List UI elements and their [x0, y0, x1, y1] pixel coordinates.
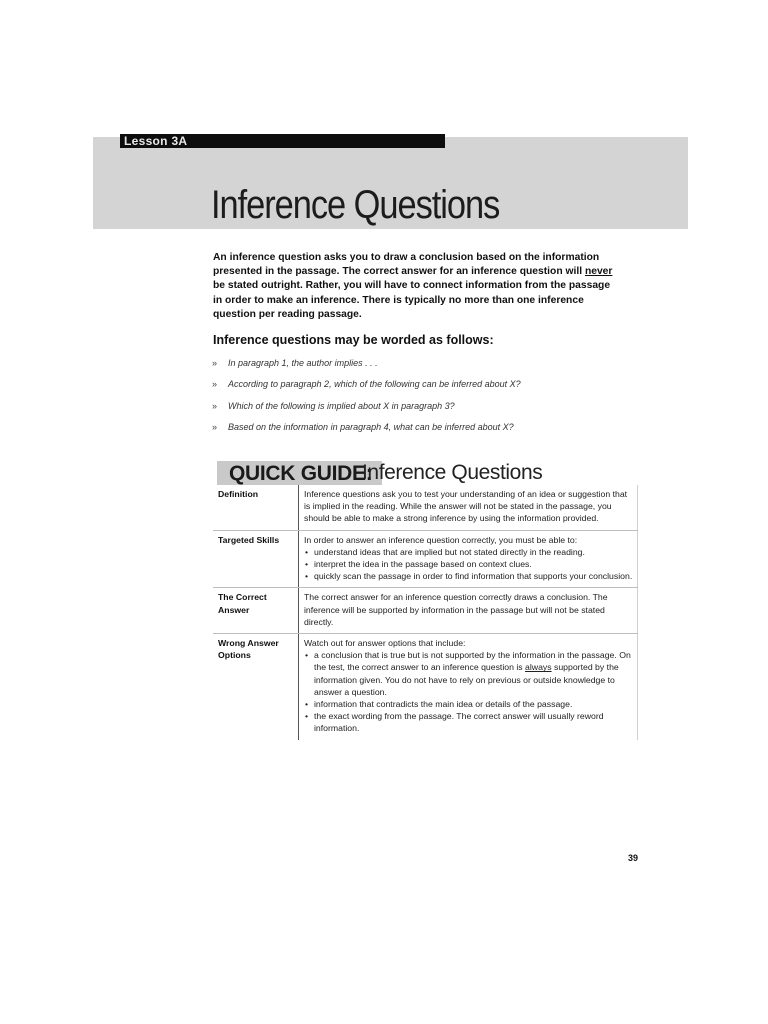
quick-guide-table — [213, 485, 638, 740]
example-item — [212, 400, 521, 421]
example-text: Based on the information in paragraph 4, what can be inferred about X? — [228, 421, 514, 432]
guide-bullet: • the exact wording from the passage. The correct answer will usually reword information. — [304, 710, 633, 734]
guide-term: Targeted Skills — [213, 530, 299, 588]
example-item — [212, 421, 521, 442]
chevron-bullet-icon: » — [212, 358, 218, 368]
wording-heading: Inference questions may be worded as follows: — [213, 333, 494, 347]
guide-lead-text: In order to answer an inference question correctly, you must be able to: — [304, 534, 578, 545]
guide-description: Inference questions ask you to test your understanding of an idea or suggestion that is implied in the reading. While the answer will not be stated in the passage, you should be able to make a strong inference by using the information provided. — [299, 485, 638, 530]
guide-bullet: • information that contradicts the main idea or details of the passage. — [304, 698, 633, 710]
intro-emphasis-never: never — [584, 266, 613, 278]
guide-description: The correct answer for an inference question correctly draws a conclusion. The inference will be supported by information in the passage but will not be stated directly. — [299, 588, 638, 634]
guide-row-correct-answer — [213, 588, 638, 634]
guide-term: Definition — [213, 485, 299, 530]
guide-description — [299, 530, 638, 588]
guide-term: The Correct Answer — [213, 588, 299, 634]
page-number: 39 — [628, 853, 639, 863]
quick-guide-badge: QUICK GUIDE: — [217, 461, 382, 485]
guide-bullet: • understand ideas that are implied but not stated directly in the reading. — [304, 546, 633, 558]
guide-lead-text: Watch out for answer options that include: — [304, 638, 466, 649]
guide-bullet-list — [304, 546, 633, 583]
example-text: Which of the following is implied about X in paragraph 3? — [228, 400, 455, 411]
guide-bullet: • quickly scan the passage in order to find information that supports your conclusion. — [304, 570, 633, 582]
guide-row-wrong-answer-options — [213, 634, 638, 740]
guide-bullet-list — [304, 649, 633, 734]
page-title: Inference Questions — [211, 183, 500, 227]
example-text: In paragraph 1, the author implies . . . — [228, 358, 378, 368]
guide-bullet: • interpret the idea in the passage based on context clues. — [304, 558, 633, 570]
example-item — [212, 378, 521, 399]
guide-emphasis-always: always — [525, 662, 552, 673]
chevron-bullet-icon: » — [212, 400, 218, 411]
guide-bullet-text: a conclusion that is true but is not supported by the information in the passage. On the test, the correct answer to an inference question is — [314, 650, 631, 673]
intro-paragraph — [213, 251, 613, 322]
intro-text-1: An inference question asks you to draw a conclusion based on the information presented in the passage. The correct answer for an inference question will — [213, 252, 600, 278]
chevron-bullet-icon: » — [212, 379, 218, 390]
guide-bullet — [304, 649, 633, 698]
lesson-label: Lesson 3A — [124, 134, 188, 148]
guide-row-targeted-skills — [213, 530, 638, 588]
quick-guide-title: Inference Questions — [362, 461, 543, 484]
guide-bullet-text: supported by the information given. You do not have to rely on previous or outside knowledge to answer a question. — [314, 662, 619, 697]
example-list — [212, 357, 521, 442]
guide-term: Wrong Answer Options — [213, 634, 299, 740]
intro-text-2: be stated outright. Rather, you will have to connect information from the passage in order to make an inference. There is typically no more than one inference question per reading passage. — [213, 280, 611, 320]
example-item — [212, 357, 521, 378]
guide-row-definition — [213, 485, 638, 530]
chevron-bullet-icon: » — [212, 421, 218, 432]
example-text: According to paragraph 2, which of the following can be inferred about X? — [228, 379, 521, 390]
guide-description — [299, 634, 638, 740]
